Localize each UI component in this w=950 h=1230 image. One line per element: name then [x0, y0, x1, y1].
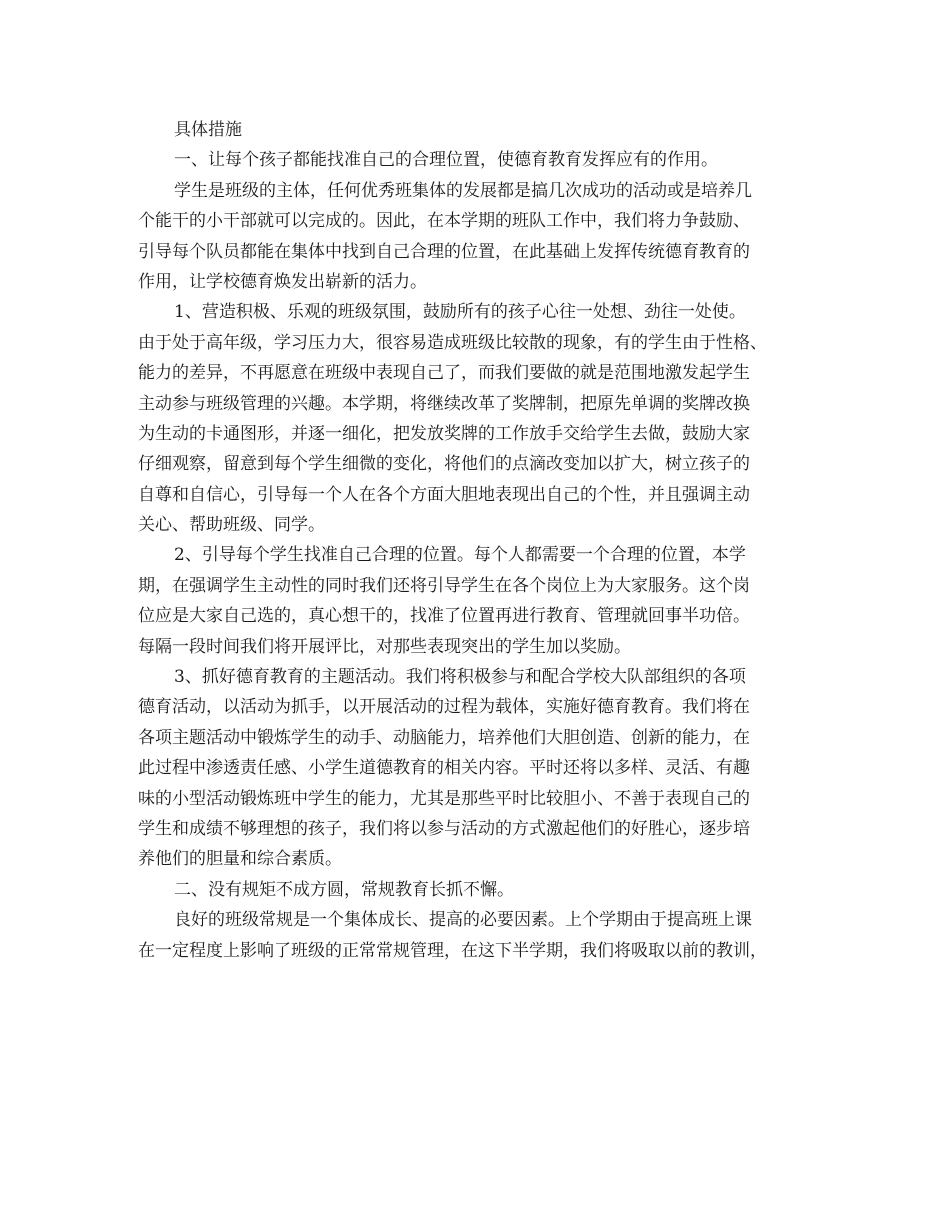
text-line: 此过程中渗透责任感、小学生道德教育的相关内容。平时还将以多样、灵活、有趣 [138, 758, 750, 779]
text-line: 为生动的卡通图形，并逐一细化，把发放奖牌的工作放手交给学生去做，鼓励大家 [138, 423, 750, 444]
text-line: 个能干的小干部就可以完成的。因此，在本学期的班队工作中，我们将力争鼓励、 [138, 211, 750, 232]
text-line: 由于处于高年级，学习压力大，很容易造成班级比较散的现象，有的学生由于性格、 [138, 332, 767, 353]
text-line: 仔细观察，留意到每个学生细微的变化，将他们的点滴改变加以扩大，树立孩子的 [138, 454, 750, 475]
text-line: 作用，让学校德育焕发出崭新的活力。 [138, 271, 427, 292]
text-line: 主动参与班级管理的兴趣。本学期，将继续改革了奖牌制，把原先单调的奖牌改换 [138, 393, 750, 414]
text-line: 引导每个队员都能在集体中找到自己合理的位置，在此基础上发挥传统德育教育的 [138, 241, 750, 262]
text-line: 具体措施 [174, 120, 242, 140]
text-line: 1、营造积极、乐观的班级氛围，鼓励所有的孩子心往一处想、劲往一处使。 [174, 302, 746, 323]
text-line: 位应是大家自己选的，真心想干的，找准了位置再进行教育、管理就回事半功倍。 [138, 606, 750, 627]
text-line: 在一定程度上影响了班级的正常常规管理，在这下半学期，我们将吸取以前的教训， [138, 940, 767, 961]
text-line: 一、让每个孩子都能找准自己的合理位置，使德育教育发挥应有的作用。 [174, 150, 718, 171]
document-page [138, 115, 828, 966]
text-line: 2、引导每个学生找准自己合理的位置。每个人都需要一个合理的位置，本学 [174, 545, 746, 566]
text-line: 学生是班级的主体，任何优秀班集体的发展都是搞几次成功的活动或是培养几 [174, 180, 752, 201]
text-line: 期，在强调学生主动性的同时我们还将引导学生在各个岗位上为大家服务。这个岗 [138, 575, 750, 596]
text-line: 学生和成绩不够理想的孩子，我们将以参与活动的方式激起他们的好胜心，逐步培 [138, 818, 750, 839]
text-line: 德育活动，以活动为抓手，以开展活动的过程为载体，实施好德育教育。我们将在 [138, 697, 750, 718]
text-line: 良好的班级常规是一个集体成长、提高的必要因素。上个学期由于提高班上课 [174, 910, 752, 931]
text-line: 每隔一段时间我们将开展评比，对那些表现突出的学生加以奖励。 [138, 636, 631, 657]
text-line: 二、没有规矩不成方圆，常规教育长抓不懈。 [174, 879, 514, 900]
text-line: 养他们的胆量和综合素质。 [138, 849, 342, 870]
text-line: 味的小型活动锻炼班中学生的能力，尤其是那些平时比较胆小、不善于表现自己的 [138, 788, 750, 809]
text-line: 自尊和自信心，引导每一个人在各个方面大胆地表现出自己的个性，并且强调主动 [138, 484, 750, 505]
text-line: 关心、帮助班级、同学。 [138, 515, 325, 536]
text-line: 能力的差异，不再愿意在班级中表现自己了，而我们要做的就是范围地激发起学生 [138, 363, 750, 384]
text-line: 各项主题活动中锻炼学生的动手、动脑能力，培养他们大胆创造、创新的能力，在 [138, 727, 750, 748]
text-line: 3、抓好德育教育的主题活动。我们将积极参与和配合学校大队部组织的各项 [174, 667, 746, 688]
